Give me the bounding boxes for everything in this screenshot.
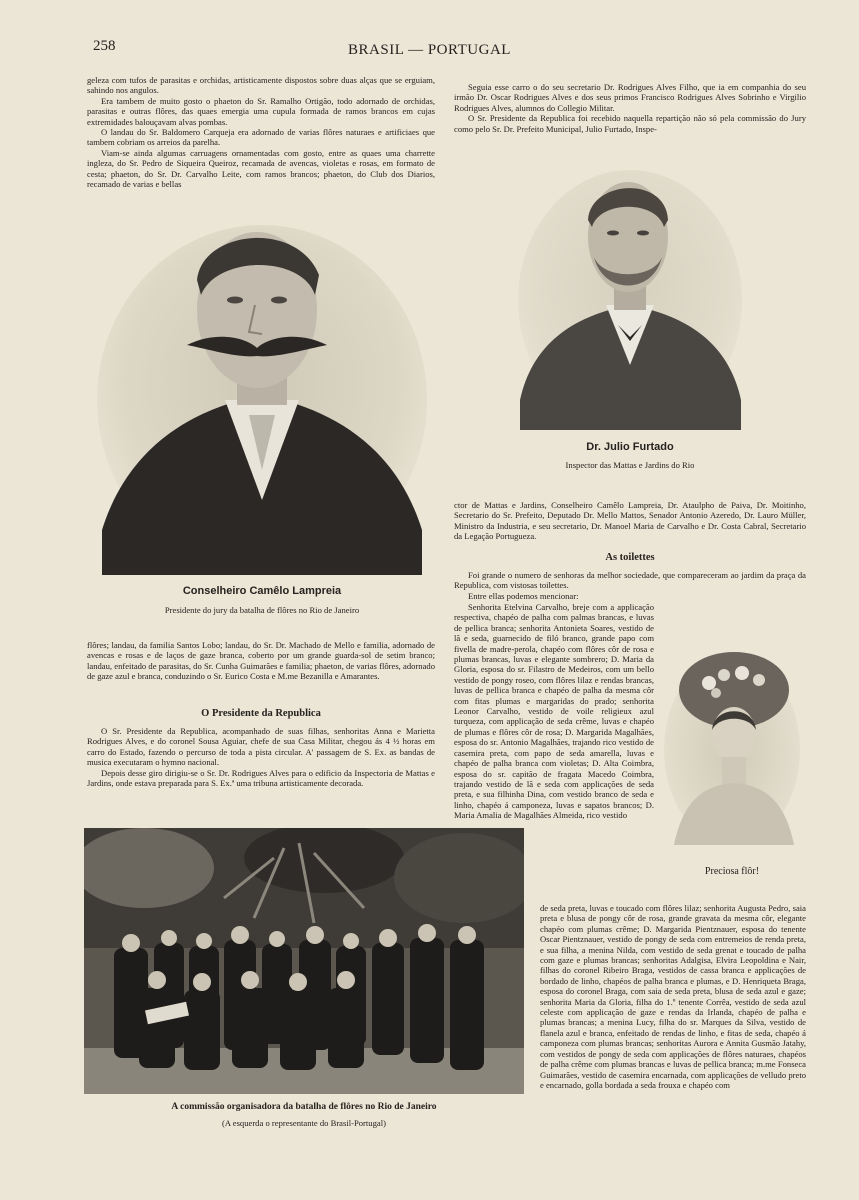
paragraph: Viam-se ainda algumas carruagens ornamentadas com gosto, entre as quaes uma charrette ingleza, do Sr. Pedro de Siqueira Queiroz, recamada de avencas, violetas e rosas, em formato de cesta; phaeton, do Sr. Dr. Carvalho Leite, com ramos brancos; phaeton, do Club dos Diarios, recamado de varias e bellas [87, 147, 435, 190]
group-photo [84, 828, 524, 1094]
portrait-lampreia [97, 200, 427, 575]
paragraph: Entre ellas podemos mencionar: [468, 590, 579, 601]
right-column-top-text [454, 82, 806, 134]
paragraph: O Sr. Presidente da Republica foi recebido naquella repartição não só pela commissão do Jury como pelo Sr. Dr. Prefeito Municipal, Julio Furtado, Inspe- [454, 113, 806, 134]
section-title-toilettes: As toilettes [605, 552, 655, 563]
portrait-furtado [518, 165, 743, 430]
paragraph: ctor de Mattas e Jardins, Conselheiro Camêlo Lampreia, Dr. Ataulpho de Paiva, Dr. Moitinho, Secretario do Sr. Prefeito, Deputado Dr. Mello Mattos, Senador Antonio Azeredo, Dr. Lauro Müller, Ministro da Industria, e seu secretario, Dr. Manoel Maria de Carvalho e Dr. Costa Cabral, Secretario da Legação Portugueza. [454, 500, 806, 542]
small-portrait-caption: Preciosa flôr! [704, 866, 760, 877]
toilettes-wide-text [540, 903, 806, 1090]
paragraph: flôres; landau, da familia Santos Lobo; landau, do Sr. Dr. Machado de Mello e familia, adornado de avencas e rosas e de laços de gaze branca, coberto por um grande guarda-sol de setim branco; landau, enfeitado de parasitas, do Sr. Cunha Guimarães e familia; phaeton, de varias flôres, adornado de gaze azul e branca, conduzindo o Sr. Eurico Costa e M.me Bezanilla e Amarantes. [87, 640, 435, 682]
page-number: 258 [93, 38, 116, 54]
paragraph: geleza com tufos de parasitas e orchidas, artisticamente dispostos sobre duas alças que se erguiam, sahindo nos angulos. [87, 75, 435, 96]
left-column-top-text [87, 75, 435, 189]
left-column-mid-text [87, 640, 435, 682]
paragraph: O landau do Sr. Baldomero Carqueja era adornado de varias flôres naturaes e artificiaes que tambem cobriam os arreios da parelha. [87, 127, 435, 148]
paragraph: de seda preta, luvas e toucado com flôres lilaz; senhorita Augusta Pedro, saia preta e blusa de pongy côr de rosa, grande gravata da mesma côr, elegante chapéo com plumas crême; D. Margarida Pientznauer, esposa do tenente Oscar Pientznauer, vestido de pongy de seda com entremeios de renda preta, e sua filha, a menina Nilda, com vestido de seda grenat e toucado de palha com gaze e plumas brancas; senhoritas Adalgisa, Elvira Leopoldina e Nair, filhas do coronel Ribeiro Braga, vestidos de cassa branca e applicações de bordado de linho, chapéos de palha branca e plumas, e D. Henriqueta Braga, esposa do coronel Braga, com saia de seda preta, blusa de seda azul e gaze; senhorita Maria da Gloria, filha do 1.º tenente Corrêa, vestido de seda azul celeste com applicação de gaze e rendas da Irlanda, chapéo de palha e plumas brancas; a menina Lucy, filha do sr. Marques da Silva, vestido de flanela azul e branca, enfeitado de rendas de linho, e fitas de seda, chapéo á camponeza com plumas brancas; senhoritas Aurora e Annita Gusmão Jatahy, com vestidos de pongy de seda com applicações de flôres naturaes, chapéos de palha crême com plumas brancas e luvas de pellica branca; m.me Fonseca Guimarães, vestido de casemira encarnada, com applicações de velludo preto e encarnado, golla bordada a seda frouxa e chapéo com [540, 903, 806, 1090]
paragraph: Senhorita Etelvina Carvalho, breje com a applicação respectiva, chapéo de palha com palmas brancas, e luvas de pellica branca; senhorita Antonieta Soares, vestido de lã e seda, guarnecido de filó branco, grande papo com fivella de madre-perola, chapéo com flôres côr de rosa e plumas brancas, luvas e elegante sombrero; D. Maria da Gloria, esposa do sr. Filastro de Medeiros, com um bello vestido de pongy roseo, com flôres lilaz e rendas brancas, luvas de pellica branca e chapéo de palha da mesma côr com fitas plumas e margaridas do prado; senhorita Leonor Carvalho, vestido de voile religieux azul turqueza, com applicação de seda crême, luvas e chapéo de plumas e flôres côr de rosa; D. Margarida Magalhães, esposa do sr. Antonio Magalhães, trajando rico vestido de casemira preta, com papo de seda amarella, luvas e chapéo de palha branca com violetas; D. Alta Coimbra, esposa do sr. capitão de fragata Macedo Coimbra, trajando vestido de lã e seda com applicações de seda preta, e sua filhinha Dina, com vestido branco de seda e linho, chapéo á camponeza, luvas e sapatos brancos; D. Maria Amalia de Magalhães Almeida, rico vestido [454, 602, 654, 821]
right-column-mid-text [454, 500, 806, 542]
paragraph: Depois desse giro dirigiu-se o Sr. Dr. Rodrigues Alves para o edificio da Inspectoria de Mattas e Jardins, onde estava preparada para S. Ex.ª uma tribuna artisticamente decorada. [87, 767, 435, 789]
toilettes-narrow-text [454, 602, 654, 821]
section-title-president: O Presidente da Republica [201, 708, 321, 719]
paragraph: Era tambem de muito gosto o phaeton do Sr. Ramalho Ortigão, todo adornado de orchidas, parasitas e outras flôres, das quaes emergia uma cupula formada de ramos brancos em cujas extremidades balouçavam alvas pombas. [87, 95, 435, 127]
paragraph: O Sr. Presidente da Republica, acompanhado de suas filhas, senhoritas Anna e Marietta Rodrigues Alves, e do coronel Sousa Aguiar, chefe de sua Casa Militar, chegou ás 4 ½ horas em carro do Estado, fazendo o percurso de toda a pista circular. A' passagem de S. Ex. as bandas de musica executaram o hymno nacional. [87, 726, 435, 768]
group-photo-subcaption: (A esquerda o representante do Brasil-Portugal) [222, 1118, 386, 1128]
portrait-left-name: Conselheiro Camêlo Lampreia [182, 585, 342, 597]
portrait-right-name: Dr. Julio Furtado [586, 441, 674, 453]
paragraph: Seguia esse carro o do seu secretario Dr. Rodrigues Alves Filho, que ia em companhia do seu irmão Dr. Oscar Rodrigues Alves e dos seus primos Francisco Rodrigues Alves Sobrinho e Virgilio Rodrigues Alves, alumnos do Collegio Militar. [454, 82, 806, 113]
page-header-title: BRASIL — PORTUGAL [348, 42, 511, 58]
paragraph: Foi grande o numero de senhoras da melhor sociedade, que compareceram ao jardim da praça da Republica, com vistosas toilettes. [454, 570, 806, 591]
group-photo-caption: A commissão organisadora da batalha de flôres no Rio de Janeiro [171, 1102, 437, 1112]
portrait-preciosa-flor [664, 645, 800, 845]
toilettes-intro-text [454, 570, 806, 601]
portrait-left-subtitle: Presidente do jury da batalha de flôres no Rio de Janeiro [164, 605, 360, 615]
portrait-right-subtitle: Inspector das Mattas e Jardins do Rio [565, 460, 695, 470]
president-section-text [87, 726, 435, 788]
